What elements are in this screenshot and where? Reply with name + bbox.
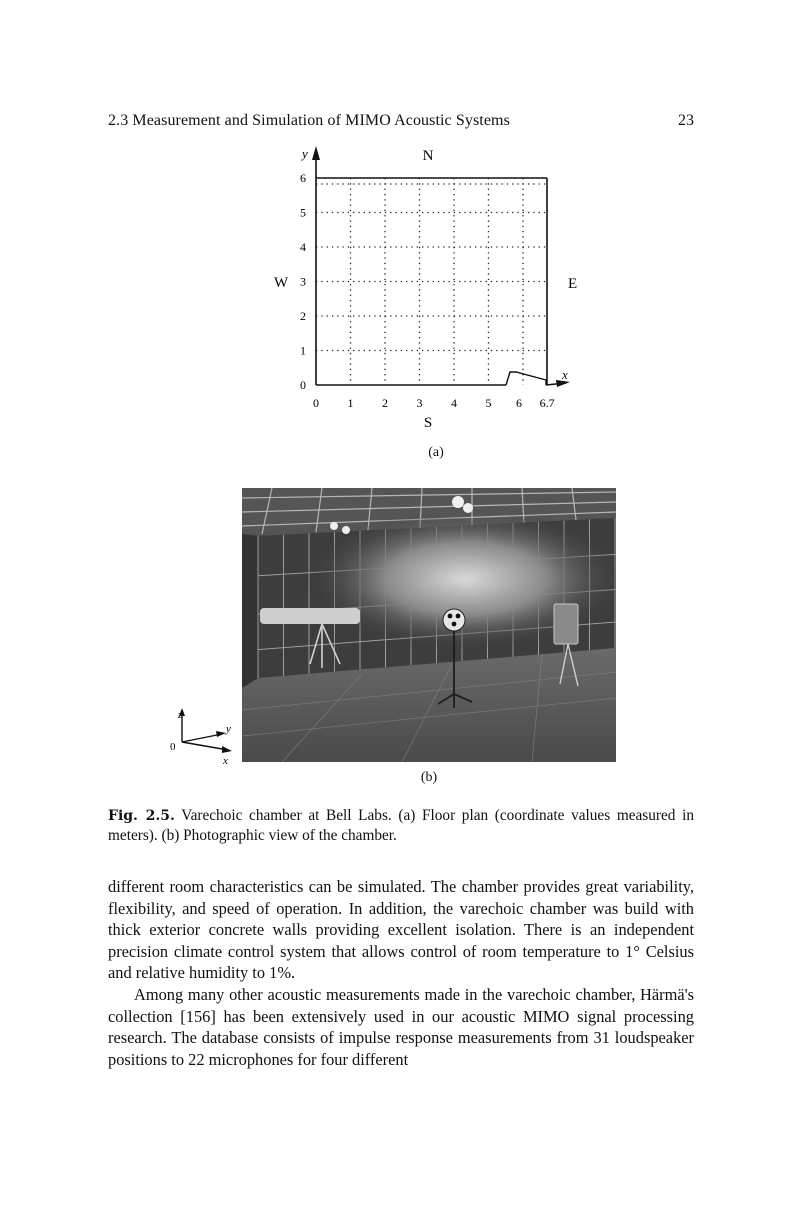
- y-tick-label: 5: [300, 205, 306, 220]
- y-tick-label: 3: [300, 274, 306, 289]
- y-tick-label: 6: [300, 171, 306, 185]
- axis-x-label: x: [223, 755, 228, 767]
- body-paragraph-2: Among many other acoustic measurements made in the varechoic chamber, Härmä's collection [156] has been extensively used in our acoustic MIMO signal processing research. The database consists of impulse response measurements from 31 loudspeaker positions to 22 microphones for four different: [108, 985, 694, 1069]
- chamber-photo: [242, 488, 616, 762]
- y-tick-label: 4: [300, 240, 306, 254]
- x-tick-label: 4: [451, 396, 457, 410]
- x-tick-labels: [313, 396, 555, 410]
- x-axis-label: x: [562, 367, 568, 382]
- x-tick-label: 3: [416, 396, 423, 410]
- page-number: 23: [678, 112, 694, 129]
- x-tick-label: 6: [516, 396, 522, 410]
- compass-east: E: [568, 276, 578, 292]
- y-axis-label: y: [302, 146, 308, 161]
- subfigure-a-label: (a): [428, 445, 444, 460]
- section-title: 2.3 Measurement and Simulation of MIMO Acoustic Systems: [108, 112, 510, 129]
- y-tick-labels: [300, 171, 306, 392]
- x-tick-label: 1: [347, 396, 354, 410]
- compass-west: W: [274, 275, 289, 291]
- subfigure-b-label: (b): [420, 770, 438, 785]
- x-tick-label: 6.7: [539, 396, 555, 410]
- caption-text: Varechoic chamber at Bell Labs. (a) Floor plan (coordinate values measured in meters). (b) Photographic view of the chamber.: [108, 807, 694, 844]
- y-tick-label: 1: [300, 343, 306, 358]
- compass-north: N: [422, 148, 434, 164]
- y-tick-label: 2: [300, 309, 306, 323]
- axis-y-label: y: [226, 723, 231, 735]
- x-tick-label: 0: [313, 396, 319, 410]
- door-notch: [506, 372, 546, 385]
- floor-plan-diagram: [260, 140, 600, 431]
- y-axis-arrow: [312, 146, 320, 160]
- x-tick-label: 5: [485, 396, 492, 410]
- dotted-grid: [316, 178, 547, 385]
- y-tick-label: 0: [300, 378, 306, 392]
- axis-z-label: z: [178, 709, 183, 721]
- compass-south: S: [423, 415, 433, 431]
- axis-origin-label: 0: [170, 741, 176, 753]
- figure-caption: [108, 806, 694, 846]
- page-header: [108, 112, 694, 134]
- body-paragraph-1: different room characteristics can be simulated. The chamber provides great variability, flexibility, and speed of operation. In addition, the varechoic chamber was build with thick exterior concrete walls providing excellent isolation. There is an independent precision climate control system that allows control of room temperature to 1° Celsius and relative humidity to 1%.: [108, 877, 694, 982]
- figure-label: Fig. 2.5.: [108, 808, 175, 824]
- x-tick-label: 2: [382, 396, 388, 410]
- axes-3d-indicator: [170, 706, 242, 768]
